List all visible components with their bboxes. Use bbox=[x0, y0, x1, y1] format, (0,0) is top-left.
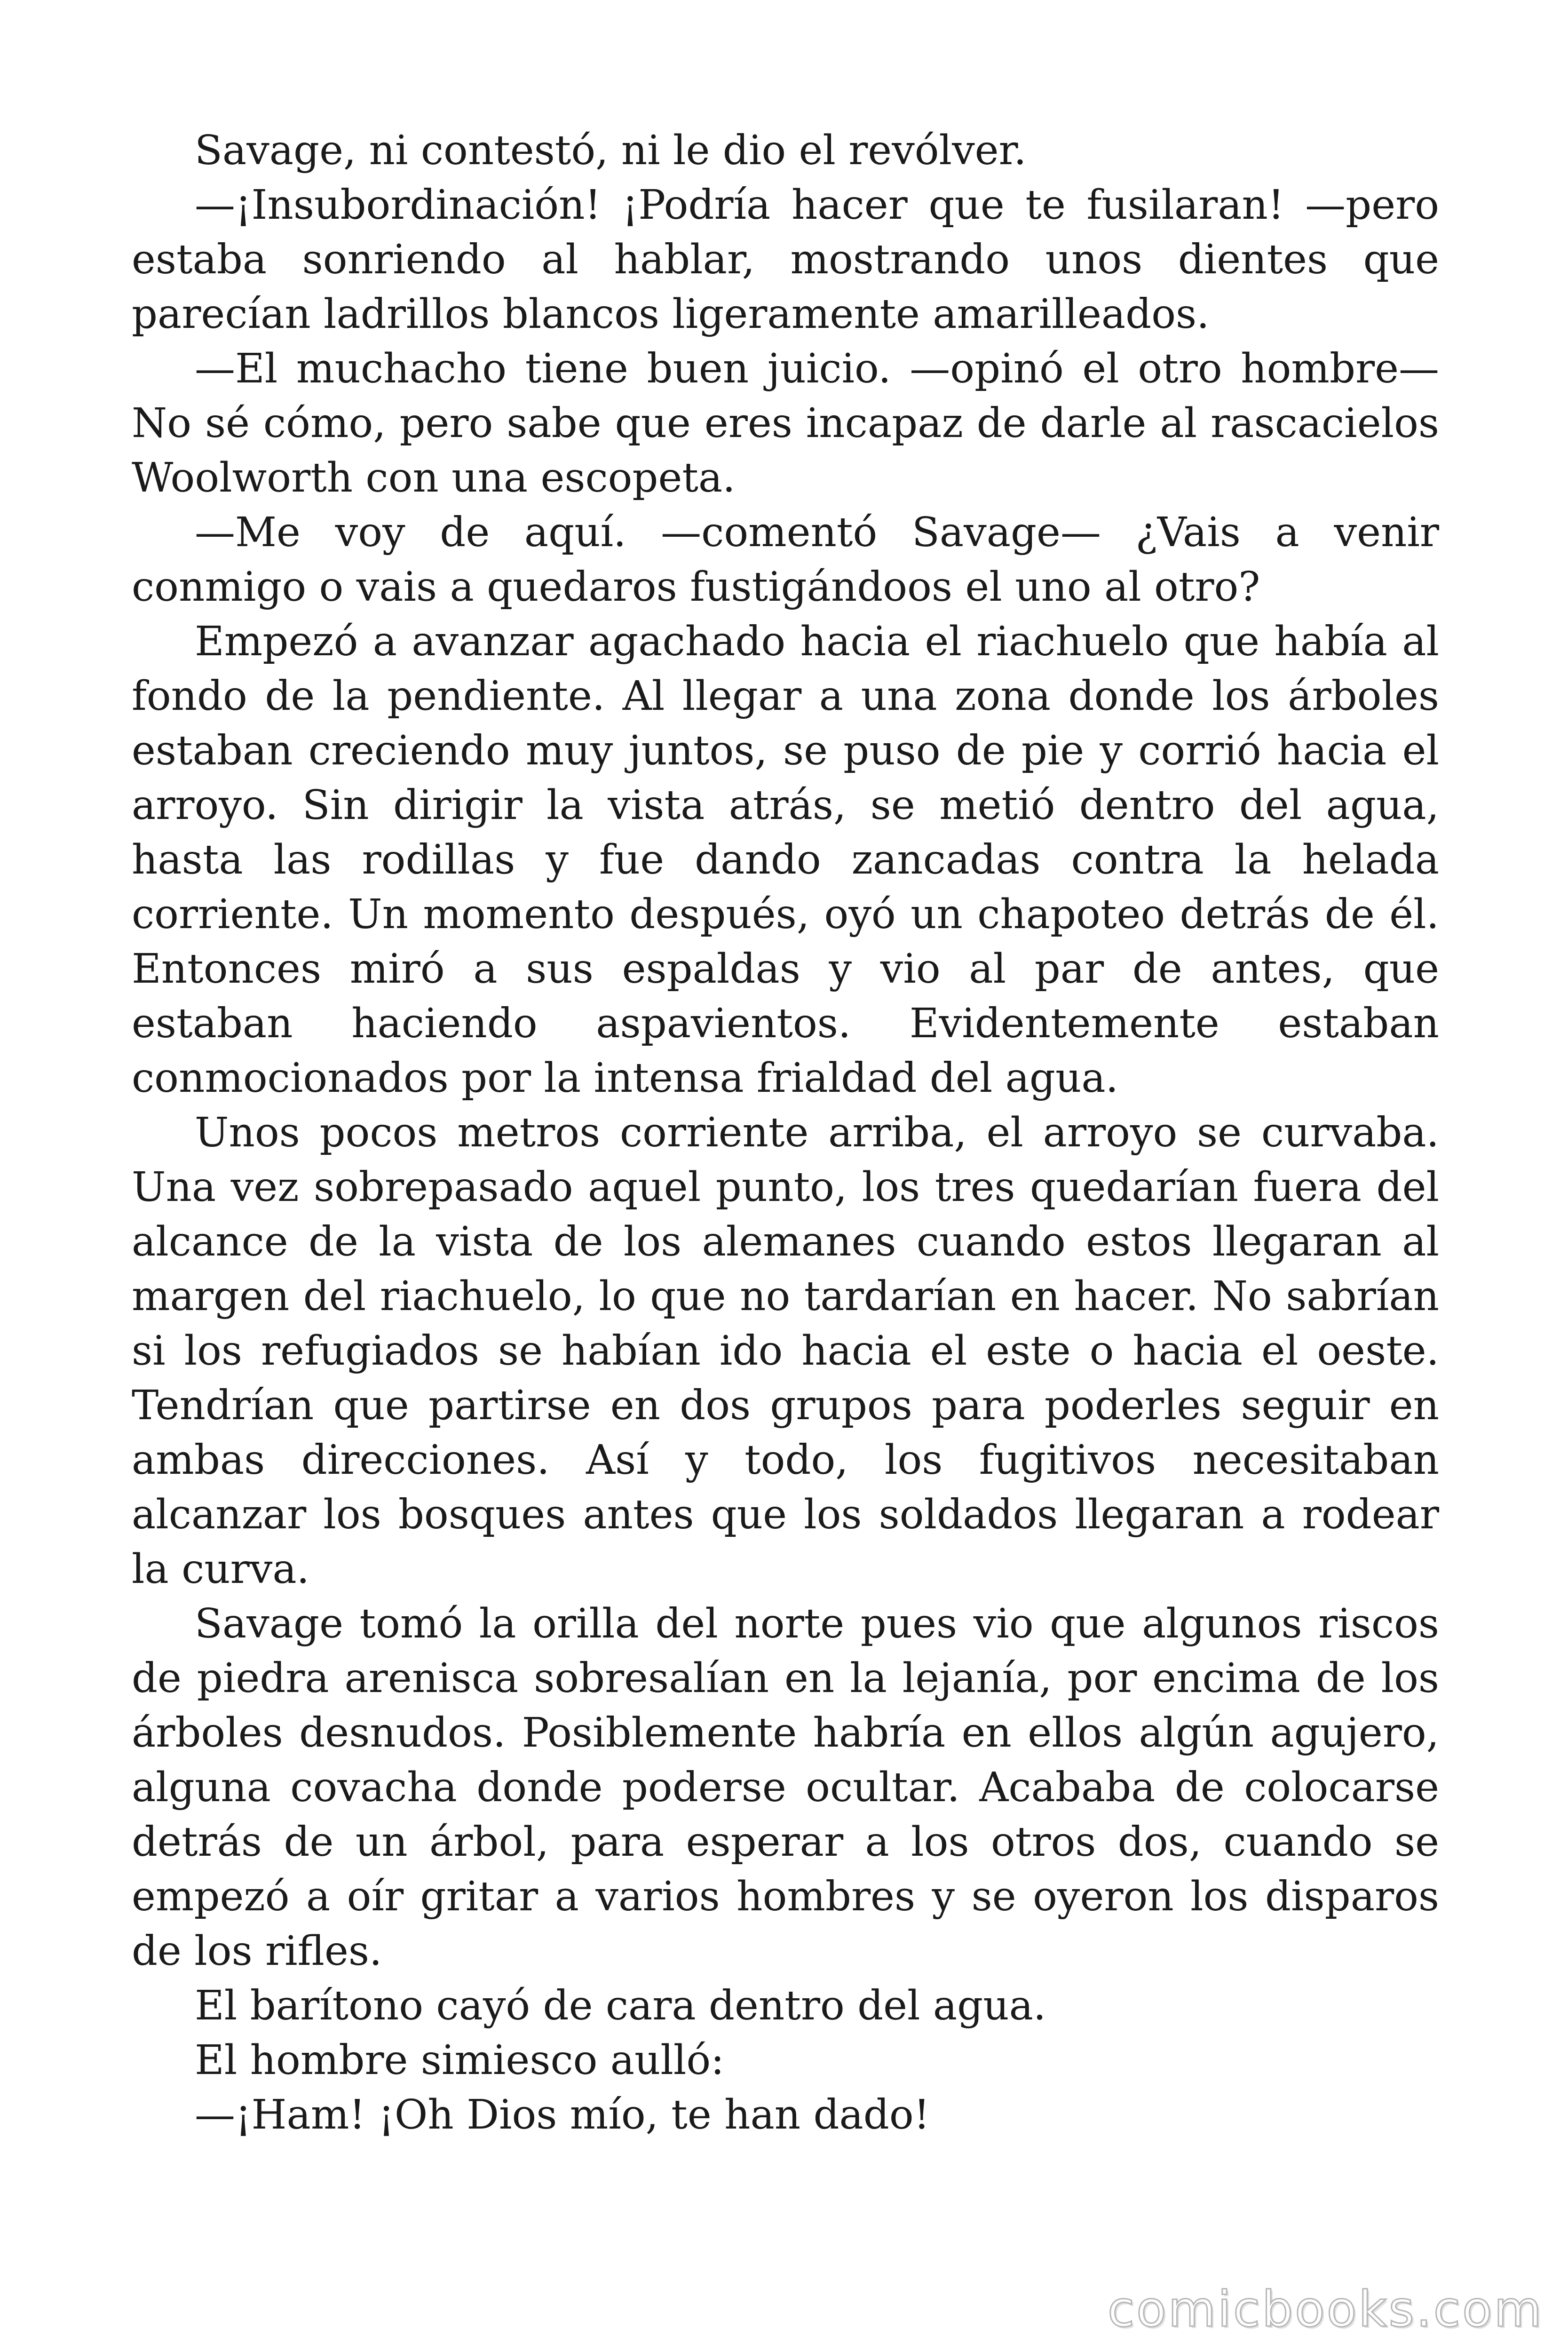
paragraph-10: —¡Ham! ¡Oh Dios mío, te han dado! bbox=[195, 2091, 930, 2138]
paragraph-7: Savage tomó la orilla del norte pues vio que algunos riscos de piedra arenisca sobresalían en la lejanía, por encima de los árboles desnudos. Posiblemente habría en ellos algún agujero, alguna covacha donde poderse ocultar. Acababa de colocarse detrás de un árbol, para esperar a los otros dos, cuando se empezó a oír gritar a varios hombres y se oyeron los disparos de los rifles. bbox=[132, 1600, 1439, 1975]
paragraph-6: Unos pocos metros corriente arriba, el arroyo se curvaba. Una vez sobrepasado aquel punto, los tres quedarían fuera del alcance de la vista de los alemanes cuando estos llegaran al margen del riachuelo, lo que no tardarían en hacer. No sabrían si los refugiados se habían ido hacia el este o hacia el oeste. Tendrían que partirse en dos grupos para poderles seguir en ambas direcciones. Así y todo, los fugitivos necesitaban alcanzar los bosques antes que los soldados llegaran a rodear la curva. bbox=[132, 1109, 1439, 1593]
paragraph-3: —El muchacho tiene buen juicio. —opinó el otro hombre— No sé cómo, pero sabe que eres incapaz de darle al rascacielos Woolworth con una escopeta. bbox=[132, 345, 1439, 501]
paragraph-1: Savage, ni contestó, ni le dio el revólver. bbox=[195, 127, 1027, 174]
paragraph-8: El barítono cayó de cara dentro del agua. bbox=[195, 1982, 1046, 2029]
paragraph-5: Empezó a avanzar agachado hacia el riachuelo que había al fondo de la pendiente. Al llegar a una zona donde los árboles estaban creciendo muy juntos, se puso de pie y corrió hacia el arroyo. Sin dirigir la vista atrás, se metió dentro del agua, hasta las rodillas y fue dando zancadas contra la helada corriente. Un momento después, oyó un chapoteo detrás de él. Entonces miró a sus espaldas y vio al par de antes, que estaban haciendo aspavientos. Evidentemente estaban conmocionados por la intensa frialdad del agua. bbox=[132, 618, 1439, 1102]
paragraph-9: El hombre simiesco aulló: bbox=[195, 2037, 725, 2084]
watermark: comicbooks.com bbox=[1107, 2280, 1544, 2338]
paragraph-2: —¡Insubordinación! ¡Podría hacer que te fusilaran! —pero estaba sonriendo al hablar, mostrando unos dientes que parecían ladrillos blancos ligeramente amarilleados. bbox=[132, 182, 1439, 338]
body-text bbox=[132, 123, 1439, 2142]
paragraph-4: —Me voy de aquí. —comentó Savage— ¿Vais a venir conmigo o vais a quedaros fustigándoos el uno al otro? bbox=[132, 509, 1439, 611]
